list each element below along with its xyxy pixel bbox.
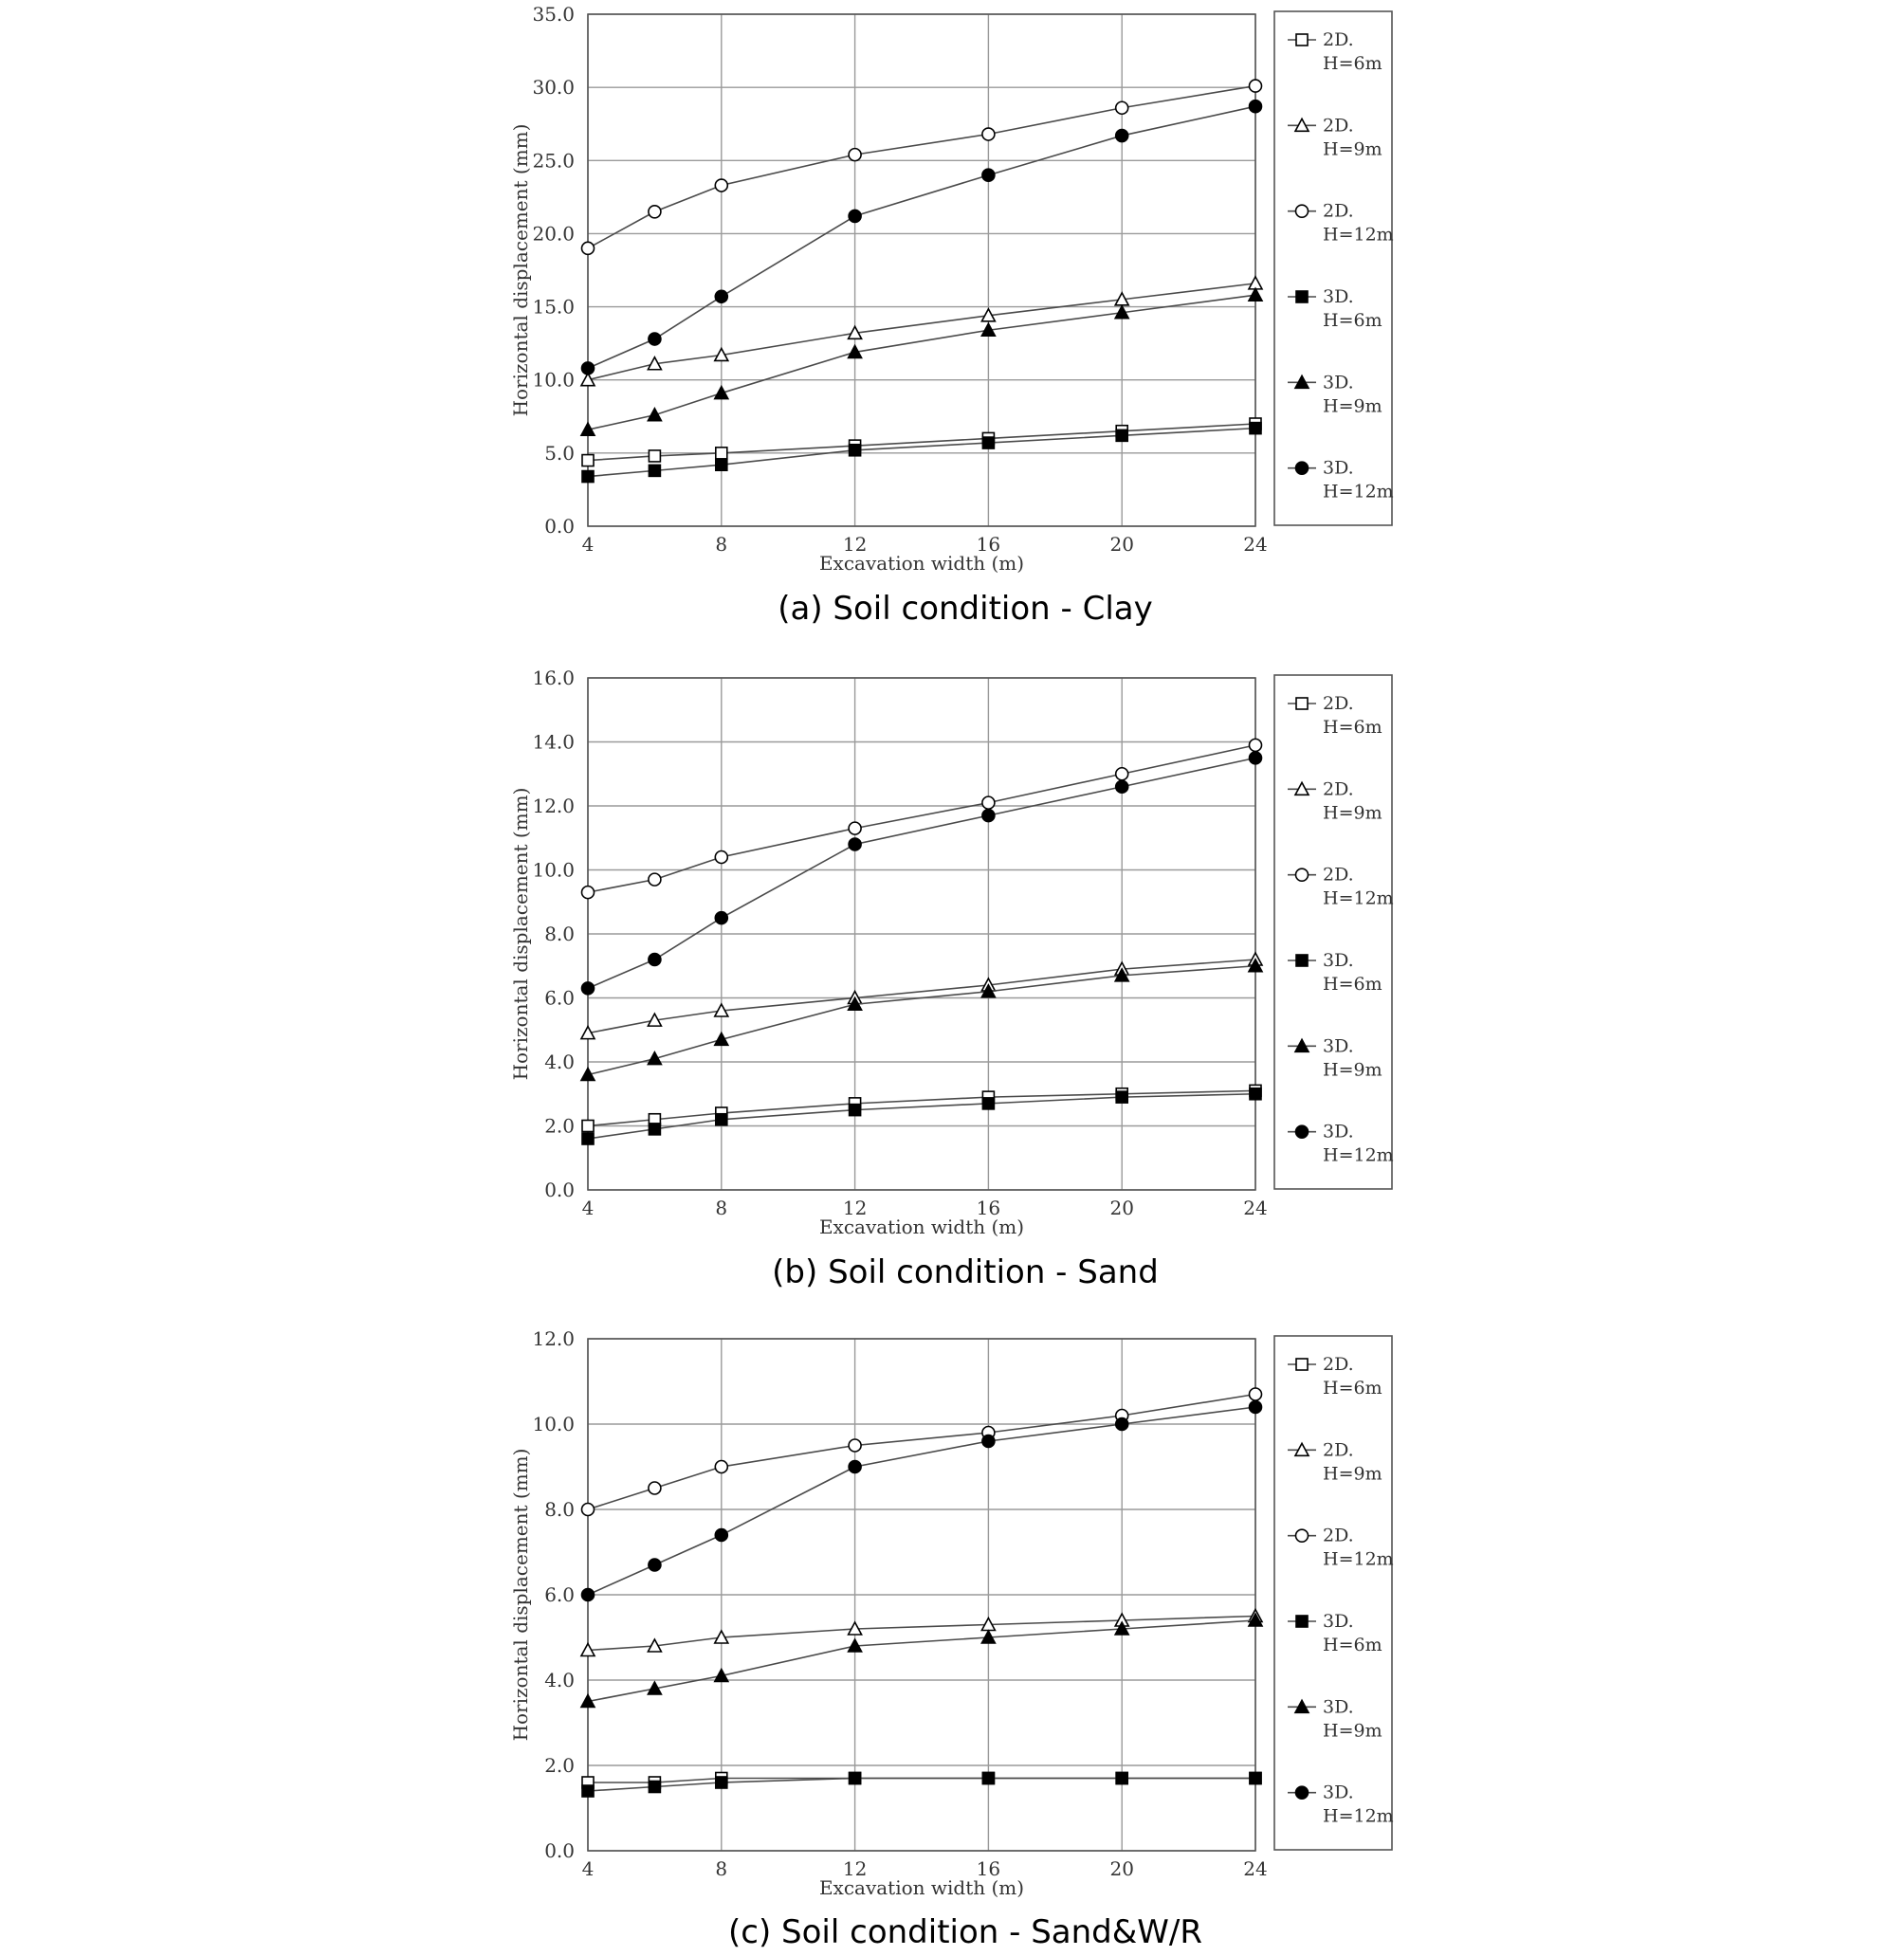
series-2: [582, 739, 1262, 898]
data-point: [649, 1559, 661, 1571]
data-point: [649, 450, 660, 462]
legend-marker: [1296, 205, 1309, 217]
x-axis-label: Excavation width (m): [818, 552, 1025, 575]
x-tick-label: 8: [715, 533, 728, 556]
x-tick-label: 24: [1243, 1197, 1268, 1219]
data-point: [1250, 80, 1262, 92]
data-point: [849, 210, 861, 222]
y-tick-label: 6.0: [544, 1583, 575, 1606]
legend-label: H=6m: [1323, 717, 1382, 738]
data-point: [1250, 752, 1262, 764]
data-point: [648, 409, 661, 421]
legend-label: H=6m: [1323, 310, 1382, 331]
data-point: [715, 290, 727, 302]
x-tick-label: 4: [581, 533, 595, 556]
y-tick-label: 0.0: [544, 1839, 575, 1862]
data-point: [982, 1435, 995, 1448]
legend-label: 3D.: [1323, 1782, 1354, 1803]
data-point: [1249, 288, 1262, 301]
data-point: [982, 1773, 994, 1784]
data-point: [982, 1098, 994, 1109]
series-5: [582, 752, 1262, 995]
legend-label: 2D.: [1323, 693, 1354, 714]
data-point: [648, 1052, 661, 1065]
x-tick-label: 8: [715, 1197, 728, 1219]
x-tick-label: 16: [976, 1197, 1001, 1219]
legend-label: 2D.: [1323, 778, 1354, 800]
data-point: [716, 448, 727, 459]
series-1: [581, 277, 1262, 386]
y-tick-label: 4.0: [544, 1051, 575, 1073]
legend-label: H=9m: [1323, 138, 1382, 160]
series-line: [588, 424, 1255, 461]
data-point: [582, 887, 595, 899]
y-tick-label: 10.0: [532, 1413, 575, 1435]
data-point: [715, 1461, 727, 1473]
y-tick-label: 0.0: [544, 515, 575, 538]
legend-label: 2D.: [1323, 115, 1354, 137]
data-point: [582, 455, 594, 466]
data-point: [849, 1439, 861, 1452]
data-point: [649, 465, 660, 476]
legend-marker: [1296, 1125, 1309, 1138]
legend-marker: [1296, 462, 1309, 474]
legend-label: H=6m: [1323, 1635, 1382, 1655]
chart-2: [509, 1327, 1394, 1951]
data-point: [715, 912, 727, 924]
data-point: [582, 1785, 594, 1797]
legend: [1274, 1336, 1394, 1850]
legend-frame: [1274, 1336, 1392, 1850]
legend-label: H=12m: [1323, 481, 1394, 503]
data-point: [649, 873, 661, 886]
data-point: [1250, 101, 1262, 113]
series-2: [582, 80, 1262, 254]
figure-caption: (a) Soil condition - Clay: [778, 590, 1153, 628]
legend-frame: [1274, 11, 1392, 525]
series-line: [588, 106, 1255, 368]
chart-0: [509, 3, 1394, 628]
data-point: [715, 387, 728, 399]
data-point: [582, 1121, 594, 1132]
data-point: [582, 1133, 594, 1144]
y-tick-label: 4.0: [544, 1669, 575, 1691]
data-point: [582, 1589, 595, 1601]
y-tick-label: 8.0: [544, 923, 575, 945]
data-point: [982, 169, 995, 181]
legend-marker: [1296, 1359, 1308, 1370]
data-point: [715, 851, 727, 864]
x-tick-label: 4: [581, 1197, 595, 1219]
data-point: [982, 128, 995, 140]
legend-label: 2D.: [1323, 29, 1354, 50]
legend-label: H=12m: [1323, 1548, 1394, 1570]
data-point: [850, 445, 861, 456]
figure-caption: (c) Soil condition - Sand&W/R: [728, 1913, 1202, 1951]
series-3: [582, 423, 1261, 483]
y-tick-label: 12.0: [532, 1327, 575, 1350]
legend-label: H=6m: [1323, 974, 1382, 995]
x-tick-label: 16: [976, 1857, 1001, 1880]
data-point: [649, 954, 661, 966]
legend-label: H=12m: [1323, 1805, 1394, 1827]
legend-label: 2D.: [1323, 1525, 1354, 1546]
y-tick-label: 20.0: [532, 222, 575, 246]
chart-1: [509, 667, 1394, 1291]
series-4: [581, 1614, 1262, 1708]
legend-label: 3D.: [1323, 1611, 1354, 1632]
data-point: [1116, 1773, 1127, 1784]
y-tick-label: 8.0: [544, 1498, 575, 1521]
series-line: [588, 1617, 1255, 1651]
legend-label: H=6m: [1323, 53, 1382, 74]
legend-marker: [1296, 868, 1309, 881]
y-tick-label: 6.0: [544, 986, 575, 1010]
legend-label: 3D.: [1323, 457, 1354, 479]
series-line: [588, 429, 1255, 477]
y-tick-label: 16.0: [532, 667, 575, 689]
y-tick-label: 30.0: [532, 76, 575, 100]
data-point: [982, 437, 994, 448]
legend-label: 3D.: [1323, 286, 1354, 307]
data-point: [582, 982, 595, 995]
legend-label: H=12m: [1323, 1144, 1394, 1166]
legend-label: 2D.: [1323, 864, 1354, 886]
data-point: [849, 149, 861, 161]
data-point: [716, 459, 727, 470]
y-axis-label: Horizontal displacement (mm): [509, 123, 532, 417]
y-tick-label: 5.0: [544, 441, 575, 465]
legend-marker: [1296, 1529, 1309, 1542]
y-tick-label: 2.0: [544, 1114, 575, 1138]
data-point: [1116, 1418, 1128, 1431]
series-4: [581, 288, 1262, 435]
data-point: [850, 1105, 861, 1116]
y-tick-label: 0.0: [544, 1179, 575, 1201]
x-tick-label: 20: [1109, 1857, 1134, 1880]
data-point: [582, 242, 595, 254]
data-point: [1250, 1773, 1261, 1784]
legend-label: 3D.: [1323, 1121, 1354, 1143]
x-axis-label: Excavation width (m): [818, 1216, 1025, 1238]
x-tick-label: 24: [1243, 533, 1268, 556]
data-point: [716, 1114, 727, 1125]
legend-label: H=6m: [1323, 1378, 1382, 1398]
y-tick-label: 10.0: [532, 368, 575, 392]
series-line: [588, 283, 1255, 380]
data-point: [582, 471, 594, 483]
legend-marker: [1296, 698, 1308, 709]
figure-caption: (b) Soil condition - Sand: [772, 1253, 1159, 1291]
legend-label: 3D.: [1323, 1696, 1354, 1718]
x-tick-label: 16: [976, 533, 1001, 556]
y-tick-label: 15.0: [532, 295, 575, 319]
x-tick-label: 12: [842, 533, 868, 556]
data-point: [982, 796, 995, 809]
data-point: [1250, 423, 1261, 434]
y-tick-label: 12.0: [532, 795, 575, 817]
data-point: [1250, 1401, 1262, 1414]
x-tick-label: 20: [1109, 1197, 1134, 1219]
legend-marker: [1296, 1786, 1309, 1799]
data-point: [850, 1773, 861, 1784]
data-point: [1116, 768, 1128, 780]
series-5: [582, 101, 1262, 375]
data-point: [582, 1504, 595, 1516]
data-point: [649, 333, 661, 345]
legend-label: H=9m: [1323, 1720, 1382, 1742]
legend-label: 3D.: [1323, 1035, 1354, 1057]
data-point: [1250, 739, 1262, 751]
legend-label: 2D.: [1323, 200, 1354, 222]
y-axis-label: Horizontal displacement (mm): [509, 1448, 532, 1742]
legend-label: H=12m: [1323, 224, 1394, 246]
legend-label: 2D.: [1323, 1439, 1354, 1461]
legend-label: H=9m: [1323, 395, 1382, 417]
series-2: [582, 1388, 1262, 1516]
data-point: [849, 838, 861, 850]
legend-marker: [1296, 291, 1308, 302]
legend-frame: [1274, 675, 1392, 1189]
data-point: [649, 1482, 661, 1494]
legend-marker: [1296, 1616, 1308, 1627]
series-0: [582, 1773, 1261, 1789]
series-line: [588, 1395, 1255, 1510]
series-line: [588, 86, 1255, 248]
y-tick-label: 35.0: [532, 3, 575, 26]
y-tick-label: 25.0: [532, 149, 575, 173]
x-tick-label: 12: [842, 1857, 868, 1880]
series-line: [588, 1620, 1255, 1702]
data-point: [1116, 130, 1128, 142]
legend: [1274, 675, 1394, 1189]
x-axis-label: Excavation width (m): [818, 1876, 1025, 1899]
series-1: [581, 1610, 1262, 1656]
data-point: [849, 1461, 861, 1473]
legend-marker: [1296, 34, 1308, 46]
series-line: [588, 295, 1255, 430]
series-line: [588, 960, 1255, 1033]
series-0: [582, 418, 1261, 466]
legend-label: H=9m: [1323, 802, 1382, 824]
legend: [1274, 11, 1394, 525]
legend-label: H=9m: [1323, 1463, 1382, 1485]
x-tick-label: 20: [1109, 533, 1134, 556]
legend-label: H=9m: [1323, 1059, 1382, 1081]
series-line: [588, 1407, 1255, 1595]
data-point: [849, 822, 861, 834]
y-tick-label: 10.0: [532, 858, 575, 882]
data-point: [715, 1529, 727, 1542]
series-line: [588, 758, 1255, 988]
data-point: [1250, 1388, 1262, 1400]
legend-label: 3D.: [1323, 372, 1354, 393]
x-tick-label: 24: [1243, 1857, 1268, 1880]
plot-frame: [588, 14, 1255, 526]
data-point: [649, 1124, 660, 1135]
y-axis-label: Horizontal displacement (mm): [509, 787, 532, 1081]
data-point: [715, 179, 727, 192]
x-tick-label: 8: [715, 1857, 728, 1880]
data-point: [1116, 1091, 1127, 1103]
data-point: [649, 1782, 660, 1793]
legend-label: H=12m: [1323, 887, 1394, 909]
y-tick-label: 14.0: [532, 730, 575, 754]
data-point: [1250, 1088, 1261, 1100]
x-tick-label: 4: [581, 1857, 595, 1880]
data-point: [982, 810, 995, 822]
legend-label: 2D.: [1323, 1354, 1354, 1375]
data-point: [649, 206, 661, 218]
x-tick-label: 12: [842, 1197, 868, 1219]
legend-label: 3D.: [1323, 950, 1354, 971]
data-point: [1116, 430, 1127, 441]
series-line: [588, 966, 1255, 1075]
data-point: [582, 362, 595, 375]
series-1: [581, 953, 1262, 1039]
series-5: [582, 1401, 1262, 1601]
data-point: [1116, 101, 1128, 114]
legend-marker: [1296, 955, 1308, 966]
data-point: [716, 1777, 727, 1788]
series-3: [582, 1773, 1261, 1798]
data-point: [1116, 780, 1128, 793]
y-tick-label: 2.0: [544, 1754, 575, 1777]
